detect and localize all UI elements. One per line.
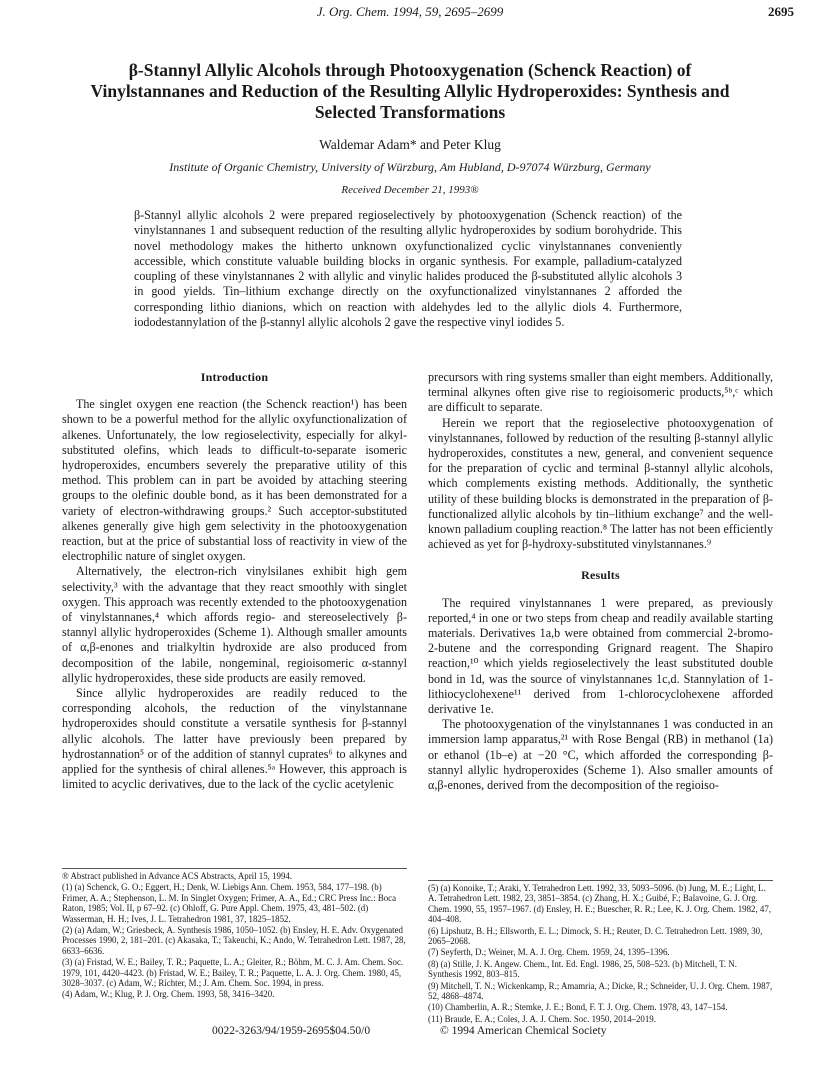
paragraph: The singlet oxygen ene reaction (the Schenck reaction¹) has been shown to be a powerful method for the allylic oxyfunctionalization of alkenes. Unfortunately, the low regioselectivity, especially for alkyl-substituted olefins, which leads to difficult-to-separate isomeric hydroperoxides, encumbers severely the preparative utility of this method. This problem can in part be avoided by attaching steering groups to the olefinic double bond, as it has been demonstrated for a variety of electron-withdrawing groups.² Such acceptor-substituted alkenes generally give high gem selectivity in the photooxygenation reaction, but at the price of substantial loss of reactivity in view of the electrophilic nature of singlet oxygen. [62,397,407,564]
running-header [0,4,820,24]
paragraph: Herein we report that the regioselective photooxygenation of vinylstannanes, followed by reduction of the resulting β-stannyl allylic hydroperoxides, constitutes a new, general, and convenient sequence for the preparation of cyclic and terminal β-stannyl allylic alcohols, which complements existing methods. Additionally, the synthetic utility of these building blocks is demonstrated in the preparation of β-functionalized allylic alcohols by tin–lithium exchange⁷ and the well-known palladium coupling reaction.⁸ The latter has not been efficiently achieved as yet for β-hydroxy-substituted vinylstannanes.⁹ [428,415,773,552]
footnote: ® Abstract published in Advance ACS Abstracts, April 15, 1994. [62,871,293,881]
introduction-heading: Introduction [200,370,269,384]
footnote: (2) (a) Adam, W.; Griesbeck, A. Synthesis 1986, 1050–1052. (b) Ensley, H. E. Adv. Oxygenated Processes 1990, 2, 181–201. (c) Akasaka, T.; Takeuchi, K.; Ando, W. Tetrahedron Lett. 1987, 28, 6633–6636. [62,925,406,956]
footnote: (9) Mitchell, T. N.; Wickenkamp, R.; Amamria, A.; Dicke, R.; Schneider, U. J. Org. Chem. 1987, 52, 4868–4874. [428,980,773,1002]
article-title: β-Stannyl Allylic Alcohols through Photooxygenation (Schenck Reaction) of Vinylstannanes and Reduction of the Resulting Allylic Hydroperoxides: Synthesis and Selected Transformations [90,60,730,122]
journal-citation: J. Org. Chem. 1994, 59, 2695–2699 [316,4,504,19]
footnote: (6) Lipshutz, B. H.; Ellsworth, E. L.; Dimock, S. H.; Reuter, D. C. Tetrahedron Lett. 1989, 30, 2065–2068. [428,925,763,947]
paragraph: Alternatively, the electron-rich vinylsilanes exhibit high gem selectivity,³ with the advantage that they react smoothly with singlet oxygen. This approach was recently extended to the photooxygenation of vinylstannanes,⁴ which affords regio- and stereoselectively β-stannyl allylic hydroperoxides (Scheme 1). Although smaller amounts of α,β-enones and trialkyltin hydroxide are also produced from decomposition of the labile, nongeminal, regioisomeric α-stannyl allylic hydroperoxides, these side products are easily removed. [62,564,407,685]
received-date: Received December 21, 1993® [341,184,479,196]
article-code: 0022-3263/94/1959-2695$04.50/0 [212,1025,371,1037]
footnote: (11) Braude, E. A.; Coles, J. A. J. Chem. Soc. 1950, 2014–2019. [428,1013,656,1024]
affiliation: Institute of Organic Chemistry, University of Würzburg, Am Hubland, D-97074 Würzburg, Germany [169,160,651,174]
footnote: (5) (a) Konoike, T.; Araki, Y. Tetrahedron Lett. 1992, 33, 5093–5096. (b) Jung, M. E.; Light, L. A. Tetrahedron Lett. 1982, 23, 3851–3854. (c) Zhang, H. X.; Guibé, F.; Balavoine, G. J. Org. Chem. 1990, 55, 1957–1967. (d) Ensley, H. E.; Buescher, R. R.; Lee, K. J. Org. Chem. 1982, 47, 404–408. [428,883,772,925]
footnotes-left [62,868,407,1000]
footnote: (10) Chamberlin, A. R.; Stemke, J. E.; Bond, F. T. J. Org. Chem. 1978, 43, 147–154. [428,1002,728,1013]
footnote: (3) (a) Fristad, W. E.; Bailey, T. R.; Paquette, L. A.; Gleiter, R.; Böhm, M. C. J. Am. Chem. Soc. 1979, 101, 4420–4423. (b) Fristad, W. E.; Bailey, T. R.; Paquette, L. A. J. Org. Chem. 1980, 45, 3028–3037. (c) Adam, W.; Richter, M.; J. Am. Chem. Soc. 1994, in press. [62,957,404,989]
abstract: β-Stannyl allylic alcohols 2 were prepared regioselectively by photooxygenation (Schenck reaction) of the vinylstannanes 1 and subsequent reduction of the resulting allylic hydroperoxides by sodium borohydride. This novel methodology makes the hitherto unknown oxyfunctionalized cyclic vinylstannanes conveniently accessible, which constitute valuable building blocks in organic synthesis. For example, palladium-catalyzed coupling of these vinylstannanes 2 with allylic and vinylic halides produced the β-substituted allylic alcohols 3 in good yields. Tin–lithium exchange directly on the oxyfunctionalized vinylstannanes 2 afforded the corresponding lithio dianions, which on reaction with aldehydes led to the allylic diols 4. Furthermore, iododestannylation of the β-stannyl allylic alcohols 2 gave the respective vinyl iodides 5. [134,208,682,330]
footnote: (1) (a) Schenck, G. O.; Eggert, H.; Denk, W. Liebigs Ann. Chem. 1953, 584, 177–198. (b) Frimer, A. A.; Stephenson, L. M. In Singlet Oxygen; Frimer, A. A., Ed.; CRC Press Inc.: Boca Raton, 1985; Vol. II, p 67–92. (c) Ohloff, G. Pure Appl. Chem. 1975, 43, 481–502. (d) Wasserman, H. H.; Ives, J. L. Tetrahedron 1981, 37, 1825–1852. [62,882,397,924]
footnote: (7) Seyferth, D.; Weiner, M. A. J. Org. Chem. 1959, 24, 1395–1396. [428,947,670,958]
paragraph: The required vinylstannanes 1 were prepared, as previously reported,⁴ in one or two steps from cheap and readily available starting materials. Derivatives 1a,b were obtained from commercial 2-bromo-2-butene and the corresponding Grignard reagent. The Shapiro reaction,¹⁰ which yields regioselectively the least substituted double bond in 1d, was the source of vinylstannanes 1c,d. Stannylation of 1-lithiocyclohexene¹¹ derived from 1-chlorocyclohexene afforded derivative 1e. [428,595,773,717]
right-column [428,370,773,793]
footnote: (4) Adam, W.; Klug, P. J. Org. Chem. 1993, 58, 3416–3420. [62,989,275,1000]
footnotes-right [428,880,773,1024]
results-heading: Results [581,568,620,583]
page-number: 2695 [768,4,794,19]
paragraph: The photooxygenation of the vinylstannanes 1 was conducted in an immersion lamp apparatus,²¹ with Rose Bengal (RB) in methanol (1a) or ethanol (1b–e) at −20 °C, which afforded the corresponding β-stannyl allylic hydroperoxides (Scheme 1). Also smaller amounts of α,β-enones, derived from the decomposition of the regioiso- [428,717,773,793]
footnote: (8) (a) Stille, J. K. Angew. Chem., Int. Ed. Engl. 1986, 25, 508–523. (b) Mitchell, T. N. Synthesis 1992, 803–815. [428,958,737,980]
left-column [62,370,407,792]
authors: Waldemar Adam* and Peter Klug [319,137,501,152]
paragraph: precursors with ring systems smaller than eight members. Additionally, terminal alkynes often give rise to regioisomeric products,⁵ᵇ,ᶜ which are difficult to separate. [428,370,773,415]
copyright: © 1994 American Chemical Society [440,1025,607,1037]
paragraph: Since allylic hydroperoxides are readily reduced to the corresponding alcohols, the reduction of the vinylstannane hydroperoxides should constitute a versatile synthesis for β-stannyl allylic alcohols. The latter have previously been prepared by hydrostannation⁵ or of the addition of stannyl cuprates⁶ to alkynes and applied for the synthesis of chiral allenes.⁵ᵃ However, this approach is limited to acyclic derivatives, due to the lack of the cyclic acetylenic [62,686,407,792]
